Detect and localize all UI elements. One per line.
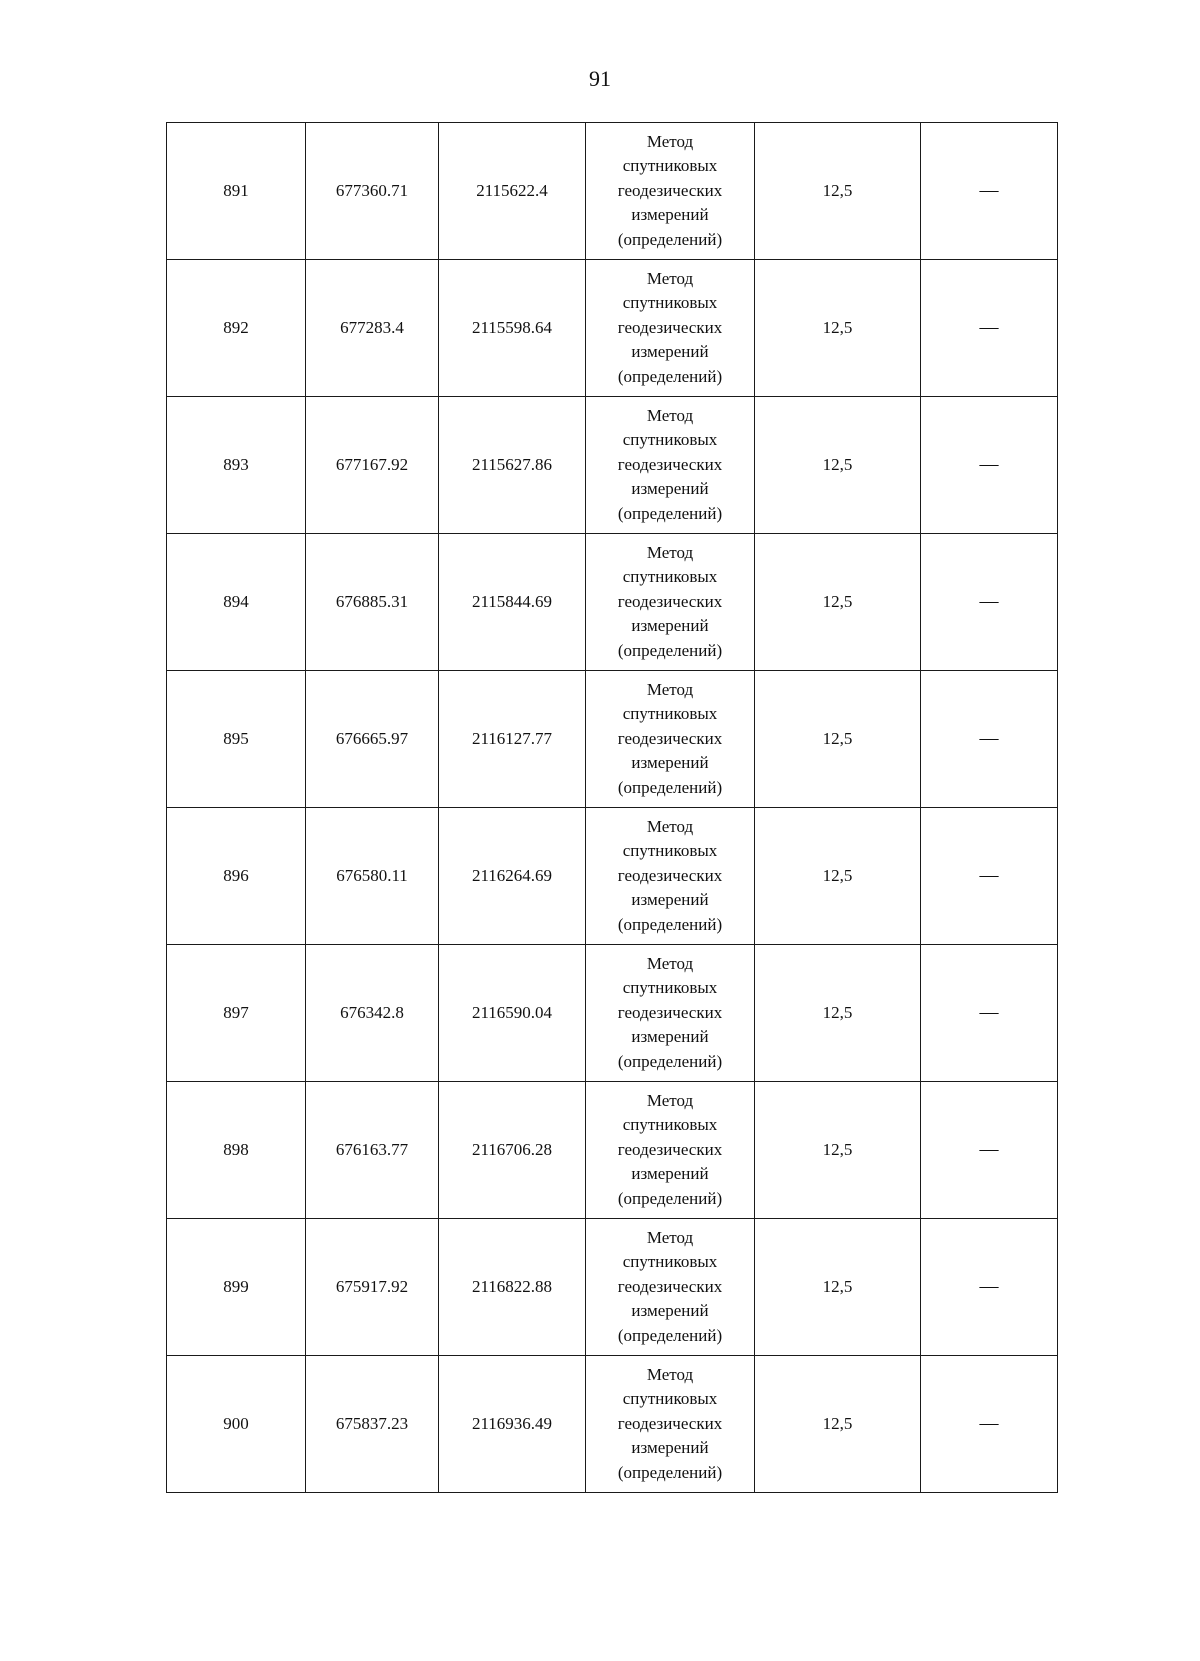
point-number-cell: 900: [167, 1356, 306, 1493]
method-cell: Метод спутниковых геодезических измерений (определений): [586, 260, 755, 397]
point-number-cell: 898: [167, 1082, 306, 1219]
point-number-cell: 893: [167, 397, 306, 534]
table-row: [167, 534, 1058, 671]
table-row: [167, 123, 1058, 260]
note-cell: —: [921, 123, 1058, 260]
method-cell: Метод спутниковых геодезических измерений (определений): [586, 945, 755, 1082]
method-cell: Метод спутниковых геодезических измерений (определений): [586, 1219, 755, 1356]
accuracy-cell: 12,5: [755, 808, 921, 945]
table-row: [167, 1219, 1058, 1356]
x-coordinate-cell: 676665.97: [306, 671, 439, 808]
method-cell: Метод спутниковых геодезических измерений (определений): [586, 671, 755, 808]
method-cell: Метод спутниковых геодезических измерений (определений): [586, 534, 755, 671]
point-number-cell: 896: [167, 808, 306, 945]
y-coordinate-cell: 2115844.69: [439, 534, 586, 671]
point-number-cell: 891: [167, 123, 306, 260]
y-coordinate-cell: 2116706.28: [439, 1082, 586, 1219]
note-cell: —: [921, 1219, 1058, 1356]
y-coordinate-cell: 2115598.64: [439, 260, 586, 397]
x-coordinate-cell: 675917.92: [306, 1219, 439, 1356]
y-coordinate-cell: 2116936.49: [439, 1356, 586, 1493]
accuracy-cell: 12,5: [755, 397, 921, 534]
accuracy-cell: 12,5: [755, 534, 921, 671]
coordinates-table-body: [167, 123, 1058, 1493]
accuracy-cell: 12,5: [755, 123, 921, 260]
table-row: [167, 945, 1058, 1082]
y-coordinate-cell: 2116264.69: [439, 808, 586, 945]
accuracy-cell: 12,5: [755, 1082, 921, 1219]
x-coordinate-cell: 676885.31: [306, 534, 439, 671]
x-coordinate-cell: 677167.92: [306, 397, 439, 534]
accuracy-cell: 12,5: [755, 945, 921, 1082]
note-cell: —: [921, 808, 1058, 945]
method-cell: Метод спутниковых геодезических измерений (определений): [586, 123, 755, 260]
y-coordinate-cell: 2115627.86: [439, 397, 586, 534]
accuracy-cell: 12,5: [755, 1219, 921, 1356]
note-cell: —: [921, 1356, 1058, 1493]
note-cell: —: [921, 260, 1058, 397]
note-cell: —: [921, 1082, 1058, 1219]
table-row: [167, 808, 1058, 945]
accuracy-cell: 12,5: [755, 1356, 921, 1493]
x-coordinate-cell: 676580.11: [306, 808, 439, 945]
accuracy-cell: 12,5: [755, 671, 921, 808]
point-number-cell: 892: [167, 260, 306, 397]
note-cell: —: [921, 397, 1058, 534]
y-coordinate-cell: 2116127.77: [439, 671, 586, 808]
note-cell: —: [921, 671, 1058, 808]
method-cell: Метод спутниковых геодезических измерений (определений): [586, 1356, 755, 1493]
method-cell: Метод спутниковых геодезических измерений (определений): [586, 1082, 755, 1219]
y-coordinate-cell: 2115622.4: [439, 123, 586, 260]
x-coordinate-cell: 676342.8: [306, 945, 439, 1082]
point-number-cell: 895: [167, 671, 306, 808]
page-number: 91: [589, 66, 611, 91]
point-number-cell: 894: [167, 534, 306, 671]
method-cell: Метод спутниковых геодезических измерений (определений): [586, 397, 755, 534]
x-coordinate-cell: 676163.77: [306, 1082, 439, 1219]
x-coordinate-cell: 675837.23: [306, 1356, 439, 1493]
point-number-cell: 899: [167, 1219, 306, 1356]
x-coordinate-cell: 677360.71: [306, 123, 439, 260]
point-number-cell: 897: [167, 945, 306, 1082]
table-row: [167, 397, 1058, 534]
accuracy-cell: 12,5: [755, 260, 921, 397]
table-row: [167, 1082, 1058, 1219]
table-row: [167, 1356, 1058, 1493]
table-row: [167, 671, 1058, 808]
x-coordinate-cell: 677283.4: [306, 260, 439, 397]
y-coordinate-cell: 2116822.88: [439, 1219, 586, 1356]
method-cell: Метод спутниковых геодезических измерений (определений): [586, 808, 755, 945]
note-cell: —: [921, 945, 1058, 1082]
table-row: [167, 260, 1058, 397]
y-coordinate-cell: 2116590.04: [439, 945, 586, 1082]
note-cell: —: [921, 534, 1058, 671]
coordinates-table: [166, 122, 1058, 1493]
